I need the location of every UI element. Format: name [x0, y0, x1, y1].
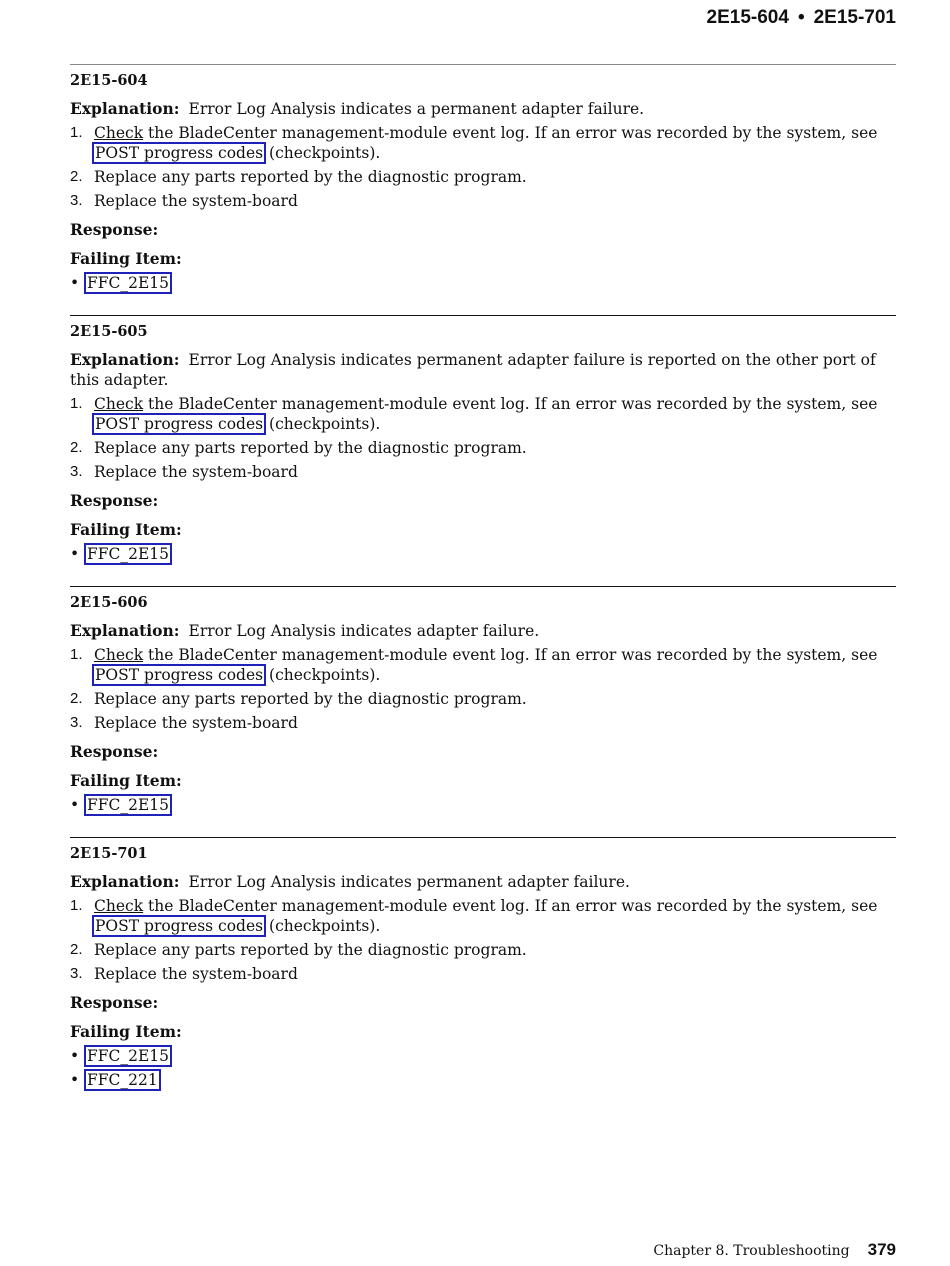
check-link[interactable]: Check — [94, 646, 144, 664]
failing-items-list — [70, 795, 896, 815]
explanation — [70, 872, 896, 892]
explanation — [70, 621, 896, 641]
explanation — [70, 99, 896, 119]
step-number: 3. — [70, 463, 83, 480]
step-item — [70, 167, 896, 187]
bullet: • — [70, 545, 80, 563]
step-item — [70, 689, 896, 709]
step-item — [70, 964, 896, 984]
step-text: the BladeCenter management-module event log. If an error was recorded by the system, see — [143, 395, 878, 413]
steps-list — [70, 645, 896, 733]
failing-item — [70, 795, 896, 815]
bullet: • — [70, 1071, 80, 1089]
error-entry — [70, 64, 896, 315]
failing-item — [70, 1070, 896, 1090]
step-text: the BladeCenter management-module event log. If an error was recorded by the system, see — [143, 646, 878, 664]
header-separator: • — [797, 7, 805, 28]
step-text: the BladeCenter management-module event log. If an error was recorded by the system, see — [143, 897, 878, 915]
failing-items-list — [70, 1046, 896, 1090]
step-text: Replace the system-board — [94, 965, 298, 983]
step-text: Replace the system-board — [94, 463, 298, 481]
failing-item-label: Failing Item: — [70, 771, 182, 790]
bullet: • — [70, 274, 80, 292]
response-label: Response: — [70, 742, 159, 761]
failing-items-list — [70, 544, 896, 564]
post-progress-codes-link[interactable]: POST progress codes — [95, 415, 264, 433]
step-number: 1. — [70, 897, 83, 914]
step-item — [70, 940, 896, 960]
explanation-text: Error Log Analysis indicates a permanent adapter failure. — [188, 100, 645, 118]
bullet: • — [70, 796, 80, 814]
failing-item-label: Failing Item: — [70, 1022, 182, 1041]
step-text: the BladeCenter management-module event log. If an error was recorded by the system, see — [143, 124, 878, 142]
step-item — [70, 123, 896, 163]
step-number: 2. — [70, 439, 83, 456]
failing-items-list — [70, 273, 896, 293]
failing-item-label: Failing Item: — [70, 249, 182, 268]
step-item — [70, 896, 896, 936]
step-text: Replace any parts reported by the diagnostic program. — [94, 690, 527, 708]
step-number: 1. — [70, 646, 83, 663]
step-text: Replace any parts reported by the diagnostic program. — [94, 439, 527, 457]
error-code-title: 2E15-604 — [70, 72, 148, 89]
explanation-label: Explanation: — [70, 621, 180, 640]
header-range-end: 2E15-701 — [813, 7, 896, 28]
response-label: Response: — [70, 491, 159, 510]
explanation-label: Explanation: — [70, 350, 180, 369]
error-entry — [70, 586, 896, 837]
step-item — [70, 394, 896, 434]
post-progress-codes-link[interactable]: POST progress codes — [95, 917, 264, 935]
chapter-title: Chapter 8. Troubleshooting — [653, 1243, 850, 1259]
step-number: 2. — [70, 690, 83, 707]
step-number: 2. — [70, 941, 83, 958]
explanation — [70, 350, 896, 390]
post-progress-codes-link[interactable]: POST progress codes — [95, 144, 264, 162]
error-code-title: 2E15-701 — [70, 845, 148, 862]
steps-list — [70, 123, 896, 211]
bullet: • — [70, 1047, 80, 1065]
response-label: Response: — [70, 220, 159, 239]
check-link[interactable]: Check — [94, 897, 144, 915]
error-code-title: 2E15-605 — [70, 323, 148, 340]
step-number: 1. — [70, 124, 83, 141]
response-label: Response: — [70, 993, 159, 1012]
check-link[interactable]: Check — [94, 395, 144, 413]
error-entry — [70, 837, 896, 1112]
step-number: 1. — [70, 395, 83, 412]
failing-item-label: Failing Item: — [70, 520, 182, 539]
step-item — [70, 645, 896, 685]
explanation-label: Explanation: — [70, 99, 180, 118]
header-range-start: 2E15-604 — [706, 7, 789, 28]
failing-item — [70, 273, 896, 293]
page-footer — [653, 1240, 896, 1260]
error-code-list — [70, 64, 896, 1112]
explanation-text: Error Log Analysis indicates permanent adapter failure is reported on the other port of this adapter. — [70, 351, 876, 389]
steps-list — [70, 896, 896, 984]
explanation-text: Error Log Analysis indicates permanent adapter failure. — [188, 873, 630, 891]
explanation-text: Error Log Analysis indicates adapter failure. — [188, 622, 540, 640]
explanation-label: Explanation: — [70, 872, 180, 891]
error-entry — [70, 315, 896, 586]
step-item — [70, 462, 896, 482]
step-number: 3. — [70, 192, 83, 209]
post-progress-codes-link[interactable]: POST progress codes — [95, 666, 264, 684]
ffc-link[interactable]: FFC_2E15 — [87, 796, 170, 814]
step-text: Replace any parts reported by the diagnostic program. — [94, 168, 527, 186]
steps-list — [70, 394, 896, 482]
ffc-link[interactable]: FFC_2E15 — [87, 545, 170, 563]
ffc-link[interactable]: FFC_2E15 — [87, 1047, 170, 1065]
step-item — [70, 713, 896, 733]
step-number: 3. — [70, 965, 83, 982]
step-number: 3. — [70, 714, 83, 731]
step-item — [70, 191, 896, 211]
ffc-link[interactable]: FFC_221 — [87, 1071, 158, 1089]
page-number: 379 — [867, 1240, 896, 1259]
failing-item — [70, 544, 896, 564]
step-text: Replace any parts reported by the diagnostic program. — [94, 941, 527, 959]
step-text: (checkpoints). — [264, 666, 381, 684]
failing-item — [70, 1046, 896, 1066]
step-number: 2. — [70, 168, 83, 185]
step-text: (checkpoints). — [264, 917, 381, 935]
step-text: (checkpoints). — [264, 144, 381, 162]
step-text: Replace the system-board — [94, 192, 298, 210]
step-text: (checkpoints). — [264, 415, 381, 433]
ffc-link[interactable]: FFC_2E15 — [87, 274, 170, 292]
check-link[interactable]: Check — [94, 124, 144, 142]
step-item — [70, 438, 896, 458]
running-header — [707, 7, 896, 29]
error-code-title: 2E15-606 — [70, 594, 148, 611]
step-text: Replace the system-board — [94, 714, 298, 732]
